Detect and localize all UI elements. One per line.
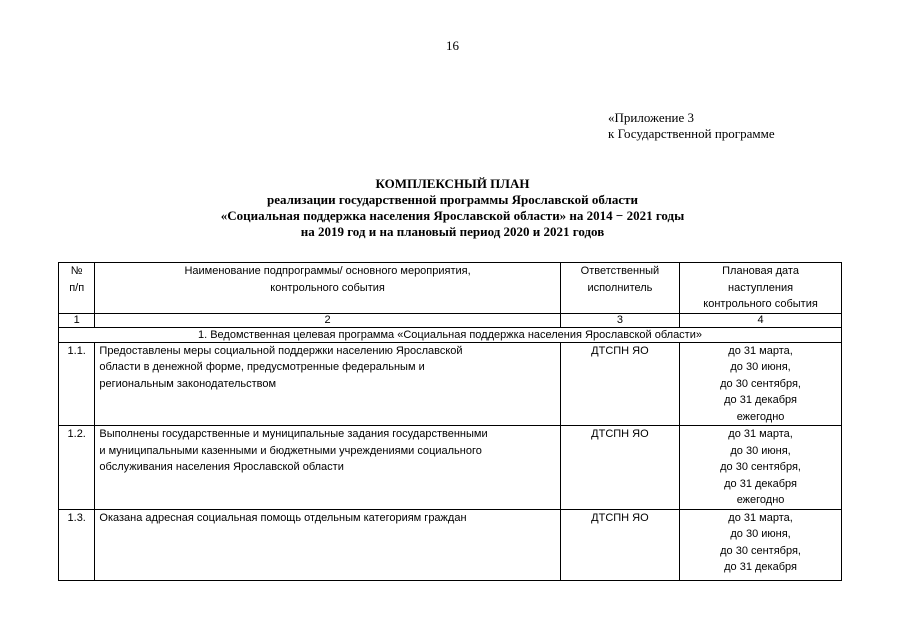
header-name bbox=[95, 263, 560, 314]
row-name bbox=[95, 426, 560, 510]
row-number: 1.2. bbox=[59, 426, 95, 510]
header-num-line-1: № bbox=[70, 265, 83, 277]
header-date bbox=[680, 263, 842, 314]
row-date-line: ежегодно bbox=[736, 494, 785, 506]
row-name bbox=[95, 509, 560, 580]
row-name-line: и муниципальными казенными и бюджетными учреждениями социального bbox=[99, 444, 482, 457]
plan-table bbox=[58, 262, 842, 581]
document-title bbox=[0, 176, 905, 240]
page-number: 16 bbox=[446, 38, 459, 53]
table-row bbox=[59, 426, 842, 510]
row-date-line: до 31 марта, bbox=[728, 511, 793, 524]
appendix-line-2: к Государственной программе bbox=[608, 126, 775, 141]
row-name-line: Выполнены государственные и муниципальные задания государственными bbox=[99, 428, 488, 440]
row-name-line: региональным законодательством bbox=[99, 377, 277, 390]
column-index-2: 2 bbox=[95, 313, 560, 327]
header-num-line-2: п/п bbox=[69, 281, 85, 294]
header-num bbox=[59, 263, 95, 314]
header-responsible bbox=[560, 263, 679, 314]
row-number: 1.3. bbox=[59, 509, 95, 580]
row-date-line: до 31 декабря bbox=[724, 561, 797, 573]
row-date-line: до 31 декабря bbox=[724, 394, 797, 406]
section-title: 1. Ведомственная целевая программа «Социальная поддержка населения Ярославской области» bbox=[59, 327, 842, 342]
appendix-line-1: «Приложение 3 bbox=[608, 110, 695, 125]
title-line-2: реализации государственной программы Ярославской области bbox=[267, 192, 638, 207]
row-name-line: области в денежной форме, предусмотренные федеральным и bbox=[99, 361, 425, 373]
table-row bbox=[59, 509, 842, 580]
column-index-3: 3 bbox=[560, 313, 679, 327]
row-dates bbox=[680, 426, 842, 510]
row-name-line: Оказана адресная социальная помощь отдельным категориям граждан bbox=[99, 511, 467, 524]
column-index-4: 4 bbox=[680, 313, 842, 327]
appendix-reference bbox=[608, 110, 775, 142]
table-row bbox=[59, 342, 842, 426]
header-name-line-1: Наименование подпрограммы/ основного мероприятия, bbox=[184, 265, 471, 277]
row-name bbox=[95, 342, 560, 426]
row-name-line: обслуживания населения Ярославской области bbox=[99, 461, 344, 473]
row-responsible: ДТСПН ЯО bbox=[560, 509, 679, 580]
row-date-line: до 30 сентября, bbox=[720, 544, 801, 557]
row-number: 1.1. bbox=[59, 342, 95, 426]
row-date-line: до 30 июня, bbox=[730, 528, 791, 540]
row-date-line: ежегодно bbox=[736, 410, 785, 423]
column-index-row bbox=[59, 313, 842, 327]
row-date-line: до 31 марта, bbox=[728, 344, 793, 357]
row-responsible: ДТСПН ЯО bbox=[560, 426, 679, 510]
row-date-line: до 31 марта, bbox=[728, 428, 793, 440]
header-date-line-2: наступления bbox=[728, 281, 794, 294]
header-date-line-3: контрольного события bbox=[703, 298, 818, 310]
row-date-line: до 30 сентября, bbox=[720, 377, 801, 390]
section-row bbox=[59, 327, 842, 342]
row-name-line: Предоставлены меры социальной поддержки населению Ярославской bbox=[99, 344, 463, 357]
table-header-row bbox=[59, 263, 842, 314]
column-index-1: 1 bbox=[59, 313, 95, 327]
header-name-line-2: контрольного события bbox=[270, 281, 385, 294]
row-responsible: ДТСПН ЯО bbox=[560, 342, 679, 426]
row-date-line: до 31 декабря bbox=[724, 477, 797, 490]
row-date-line: до 30 сентября, bbox=[720, 461, 801, 473]
title-line-3: «Социальная поддержка населения Ярославской области» на 2014 − 2021 годы bbox=[220, 208, 685, 223]
header-resp-line-2: исполнитель bbox=[587, 281, 653, 294]
row-dates bbox=[680, 342, 842, 426]
row-dates bbox=[680, 509, 842, 580]
header-date-line-1: Плановая дата bbox=[722, 265, 799, 277]
row-date-line: до 30 июня, bbox=[730, 361, 791, 373]
title-line-1: КОМПЛЕКСНЫЙ ПЛАН bbox=[375, 176, 530, 191]
title-line-4: на 2019 год и на плановый период 2020 и 2021 годов bbox=[300, 224, 605, 239]
header-resp-line-1: Ответственный bbox=[580, 265, 660, 277]
row-date-line: до 30 июня, bbox=[730, 444, 791, 457]
